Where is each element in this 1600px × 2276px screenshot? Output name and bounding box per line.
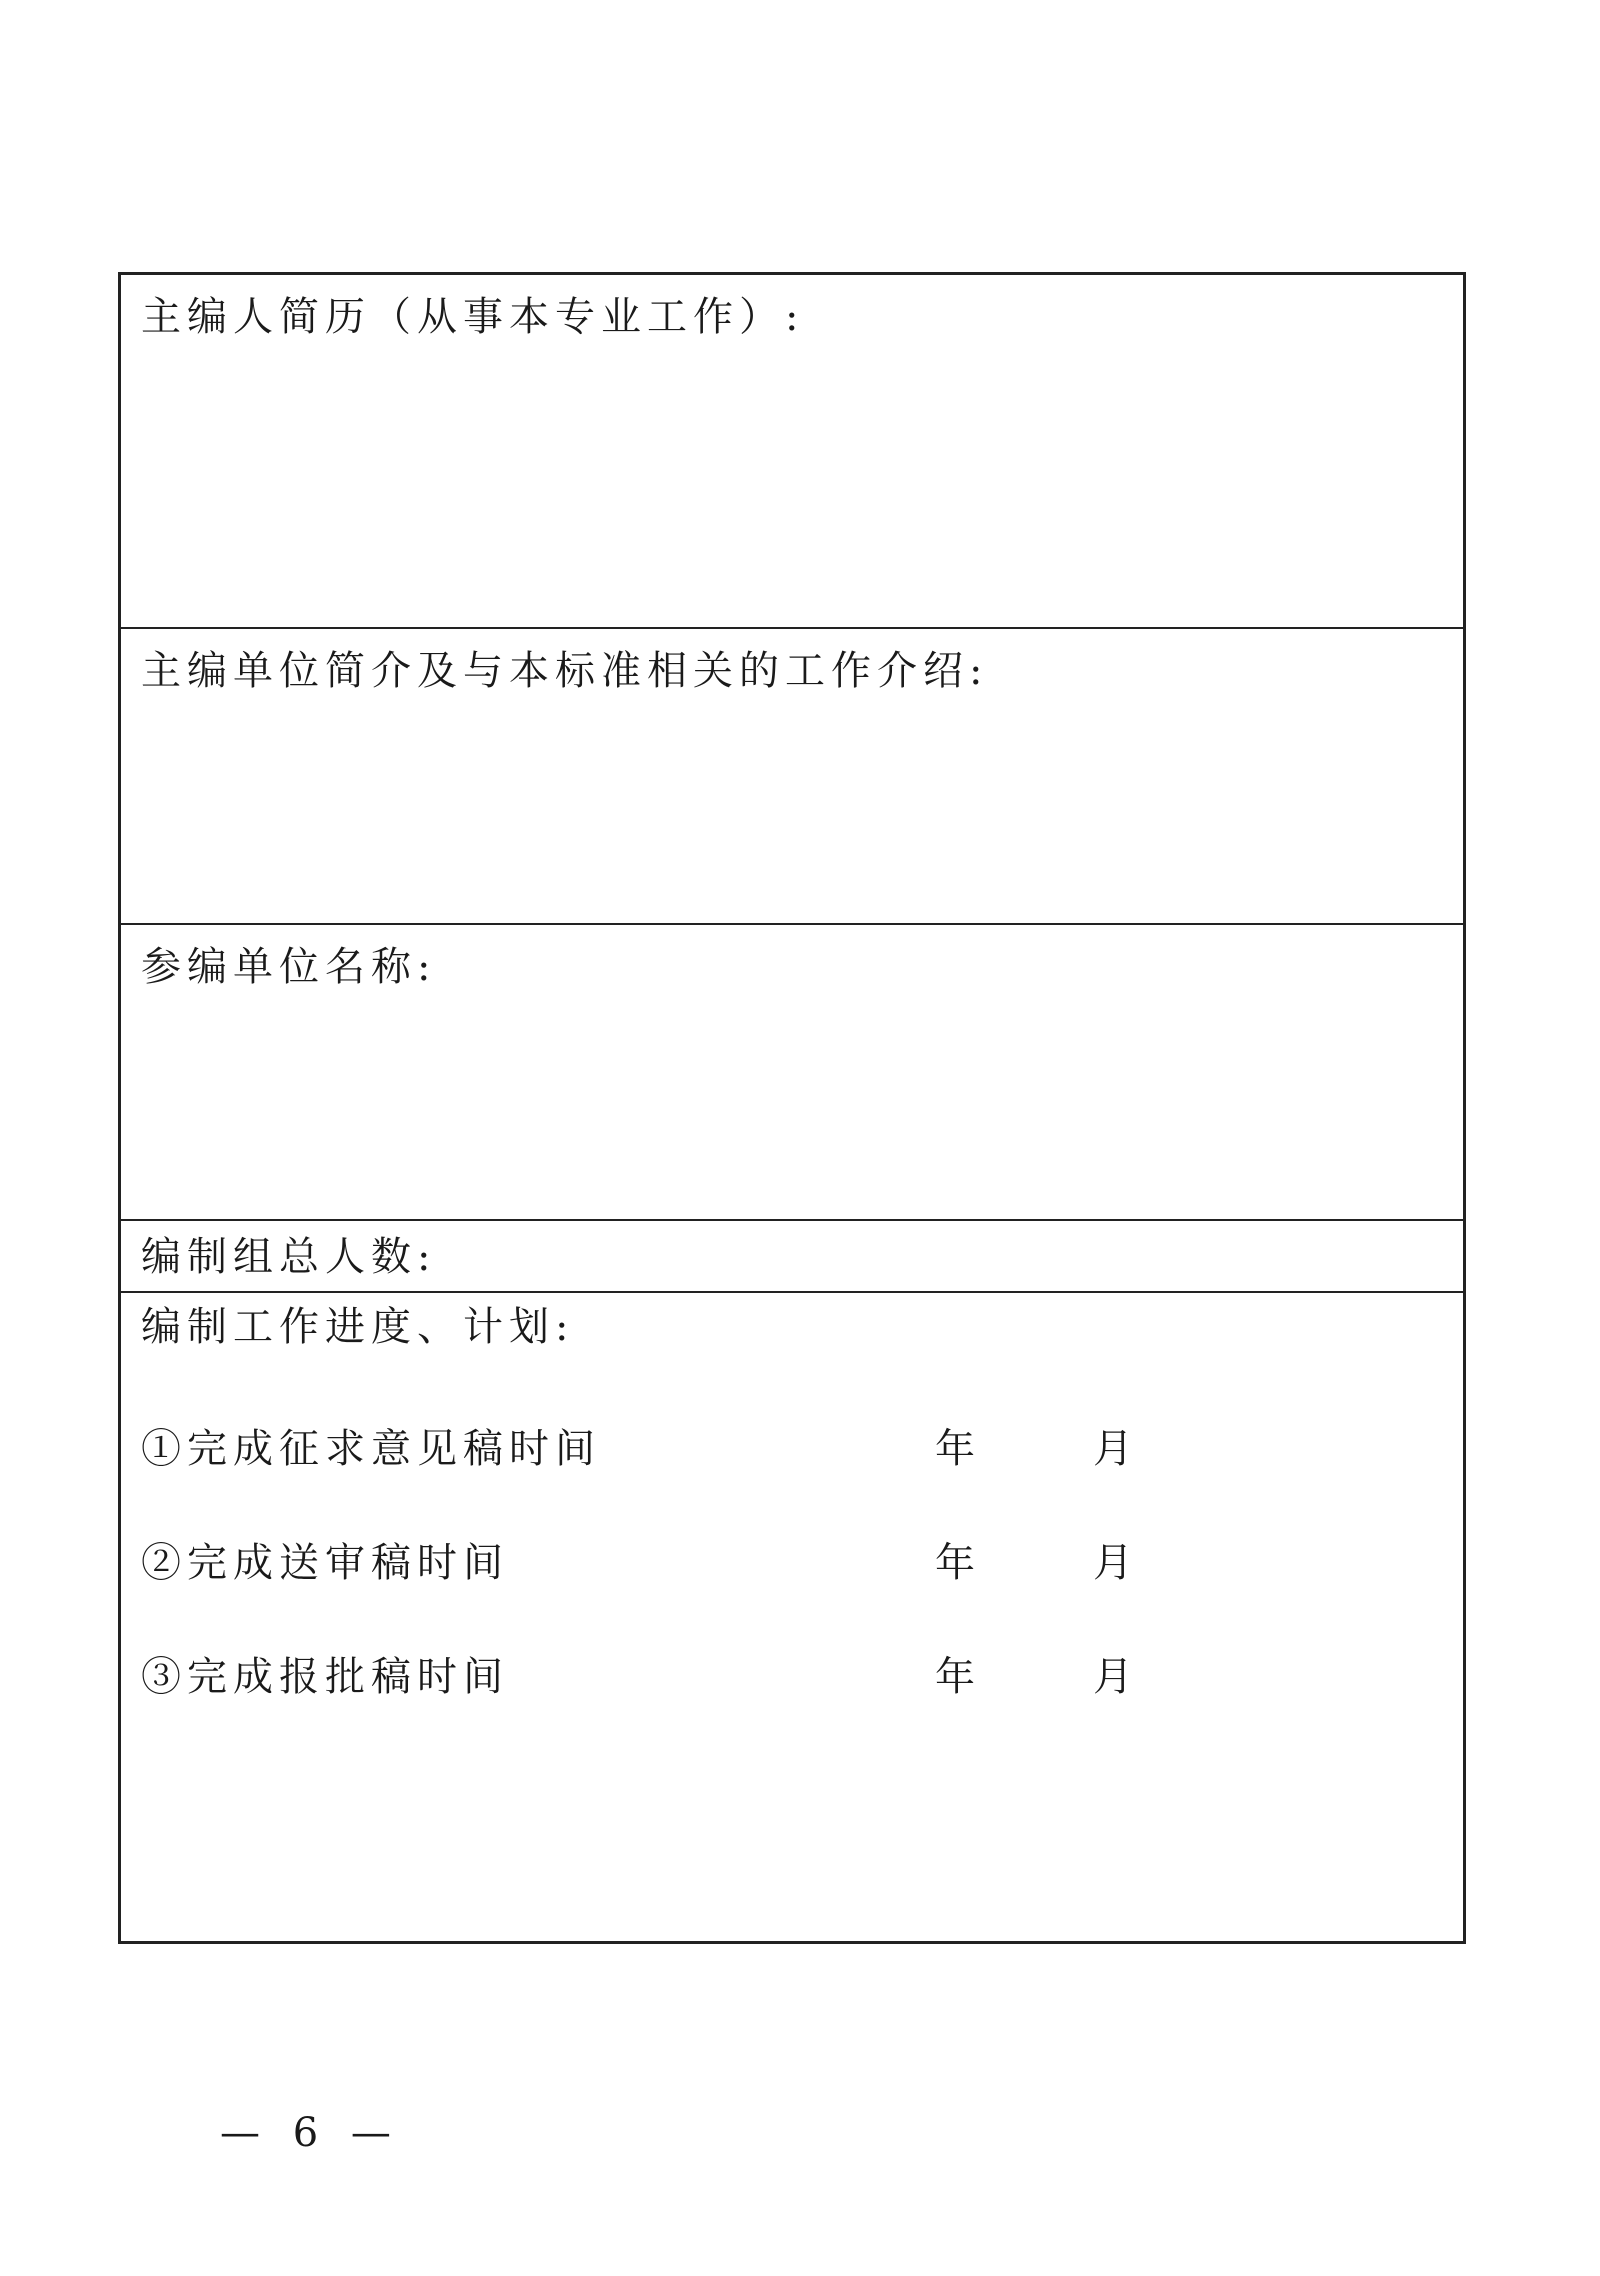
schedule-section: [121, 1293, 1463, 1941]
total-members-section: [121, 1221, 1463, 1293]
application-form-table: [118, 272, 1466, 1944]
schedule-item-year: 年: [935, 1654, 975, 1700]
unit-intro-label: 主编单位简介及与本标准相关的工作介绍:: [141, 648, 989, 694]
resume-section: [121, 275, 1463, 629]
total-members-label: 编制组总人数:: [141, 1234, 437, 1280]
schedule-item-label: ①完成征求意见稿时间: [141, 1426, 601, 1472]
schedule-item-draft-for-comments: [141, 1426, 1463, 1477]
unit-intro-section: [121, 629, 1463, 925]
participating-units-section: [121, 925, 1463, 1221]
schedule-item-month: 月: [1093, 1540, 1133, 1586]
schedule-item-draft-for-review: [141, 1540, 1463, 1591]
schedule-item-month: 月: [1093, 1426, 1133, 1472]
schedule-label: 编制工作进度、计划:: [141, 1304, 575, 1350]
resume-label: 主编人简历（从事本专业工作）:: [141, 294, 805, 340]
page-number: — 6 —: [220, 2110, 401, 2156]
schedule-item-label: ③完成报批稿时间: [141, 1654, 509, 1700]
schedule-item-draft-for-approval: [141, 1654, 1463, 1705]
schedule-item-month: 月: [1093, 1654, 1133, 1700]
schedule-item-year: 年: [935, 1540, 975, 1586]
schedule-item-label: ②完成送审稿时间: [141, 1540, 509, 1586]
participating-units-label: 参编单位名称:: [141, 944, 437, 990]
schedule-item-year: 年: [935, 1426, 975, 1472]
